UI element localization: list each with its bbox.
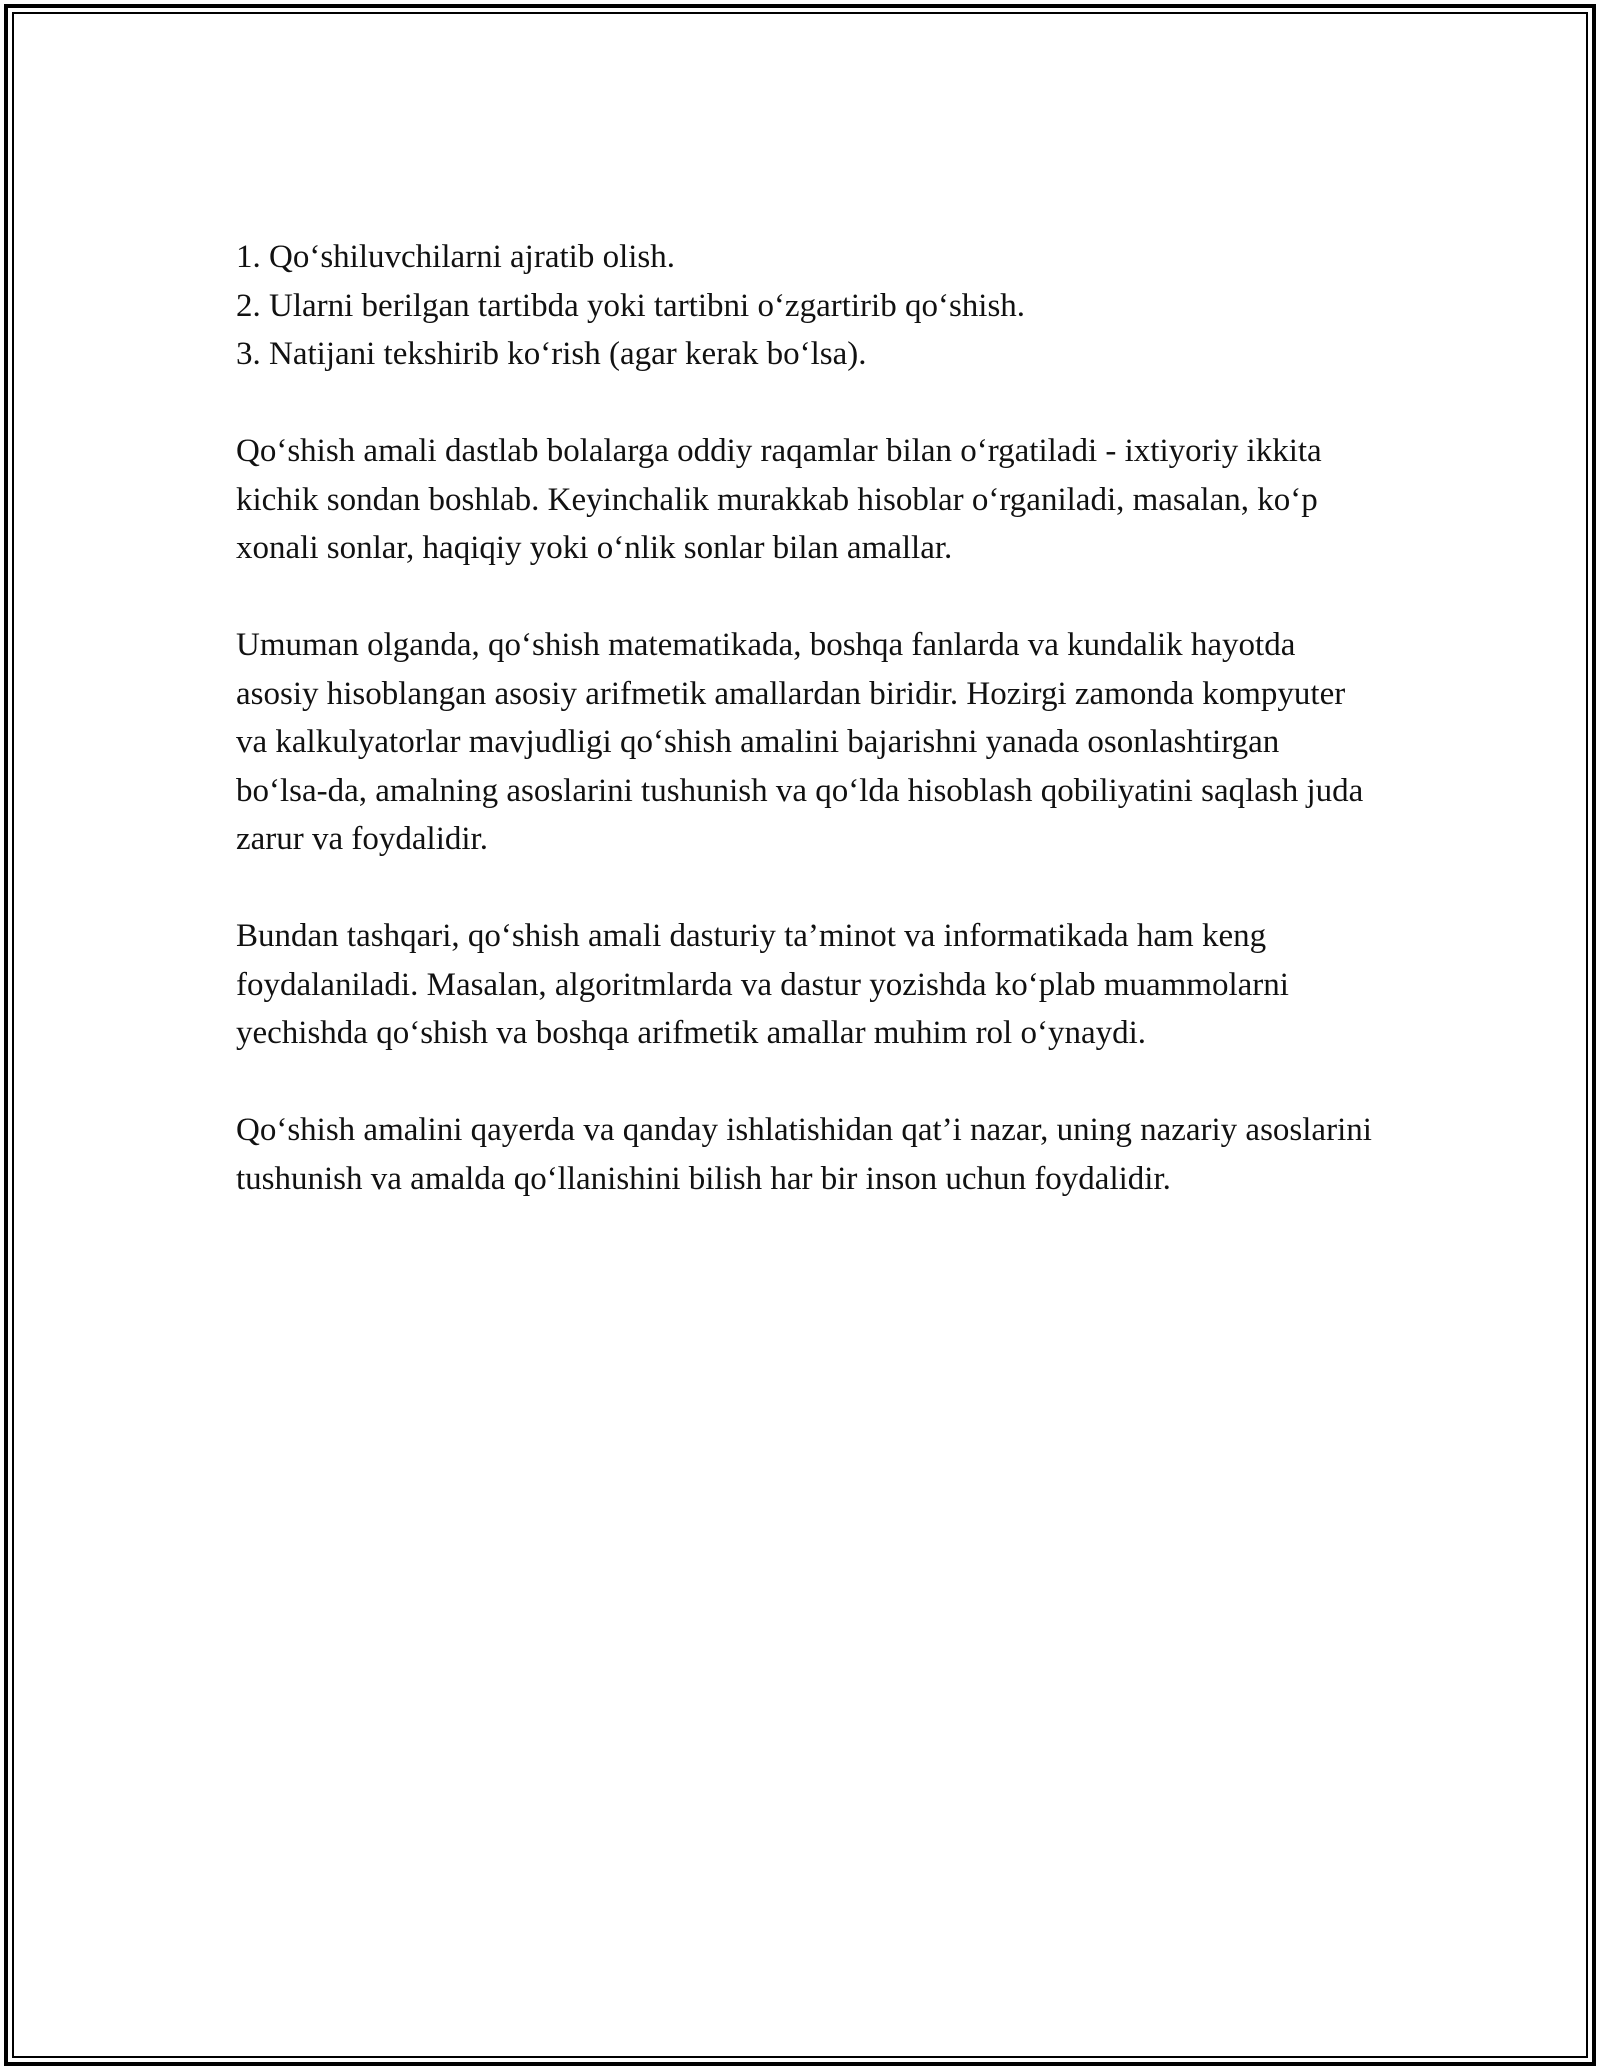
document-body — [236, 233, 1376, 1203]
paragraph: Qo‘shish amalini qayerda va qanday ishlatishidan qat’i nazar, uning nazariy asoslarini tushunish va amalda qo‘llanishini bilish har bir inson uchun foydalidir. — [236, 1112, 1372, 1197]
list-item: 2. Ularni berilgan tartibda yoki tartibni o‘zgartirib qo‘shish. — [236, 287, 1026, 324]
paragraph: Bundan tashqari, qo‘shish amali dasturiy ta’minot va informatikada ham keng foydalaniladi. Masalan, algoritmlarda va dastur yozishda ko‘plab muammolarni yechishda qo‘shish va boshqa arifmetik amallar muhim rol o‘ynaydi. — [236, 918, 1289, 1051]
list-item: 3. Natijani tekshirib ko‘rish (agar kerak bo‘lsa). — [236, 336, 867, 372]
paragraph: Qo‘shish amali dastlab bolalarga oddiy raqamlar bilan o‘rgatiladi - ixtiyoriy ikkita kichik sondan boshlab. Keyinchalik murakkab hisoblar o‘rganiladi, masalan, ko‘p xonali sonlar, haqiqiy yoki o‘nlik sonlar bilan amallar. — [236, 433, 1322, 566]
paragraph: Umuman olganda, qo‘shish matematikada, boshqa fanlarda va kundalik hayotda asosiy hisoblangan asosiy arifmetik amallardan biridir. Hozirgi zamonda kompyuter va kalkulyatorlar mavjudligi qo‘shish amalini bajarishni yanada osonlashtirgan bo‘lsa-da, amalning asoslarini tushunish va qo‘lda hisoblash qobiliyatini saqlash juda zarur va foydalidir. — [236, 627, 1364, 857]
list-item: 1. Qo‘shiluvchilarni ajratib olish. — [236, 239, 676, 275]
numbered-list — [236, 233, 1376, 379]
